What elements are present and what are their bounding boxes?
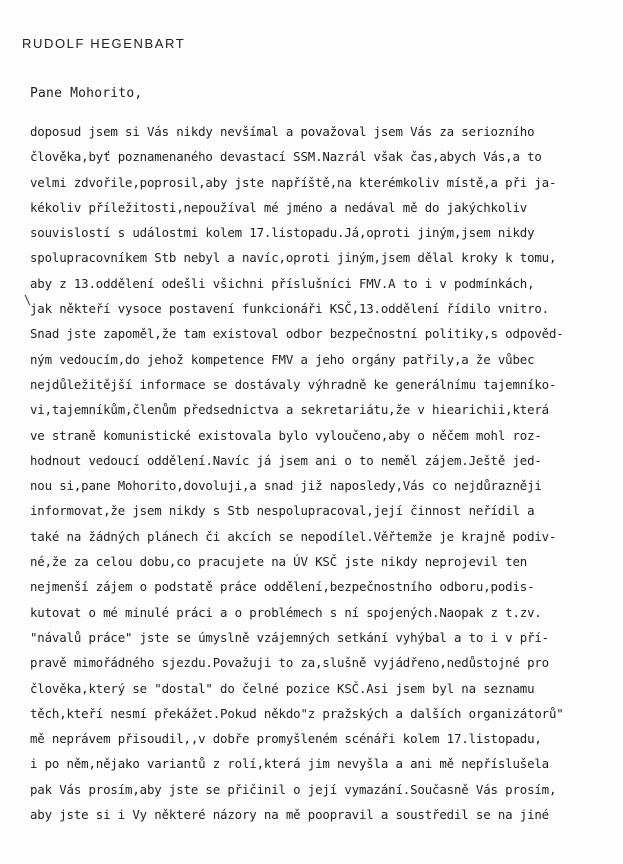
margin-mark: \ — [24, 293, 32, 307]
salutation: Pane Mohorito, — [30, 86, 143, 101]
body-line: "návalů práce" jste se úmyslně vzájemných setkání vyhýbal a to i v pří- — [30, 629, 549, 645]
body-line: ve straně komunistické existovala bylo vyloučeno,aby o něčem mohl roz- — [30, 427, 542, 443]
body-line: doposud jsem si Vás nikdy nevšímal a považoval jsem Vás za seriozního — [30, 124, 535, 139]
body-line: kutovat o mé minulé práci a o problémech s ní spojených.Naopak z t.zv. — [30, 604, 542, 620]
body-line: souvislostí s událostmi kolem 17.listopadu.Já,oproti jiným,jsem nikdy — [30, 225, 535, 241]
body-line: aby z 13.oddělení odešli všichni příslušníci FMV.A to i v podmínkách, — [30, 275, 535, 291]
author-heading: RUDOLF HEGENBART — [22, 36, 186, 51]
body-line: nejdůležitější informace se dostávaly výhradně ke generálnímu tajemníko- — [30, 376, 557, 392]
body-line: ným vedoucím,do jehož kompetence FMV a jeho orgány patřily,a že vůbec — [30, 351, 535, 367]
body-line: aby jste si i Vy některé názory na mě poopravil a soustředil se na jiné — [30, 807, 549, 823]
body-line: nou si,pane Mohorito,dovoluji,a snad již naposledy,Vás co nejdůrazněji — [30, 478, 542, 494]
body-line: kékoliv příležitosti,nepoužíval mé jméno a nedával mě do jakýchkoliv — [30, 199, 528, 215]
body-line: Snad jste zapoměl,že tam existoval odbor bezpečnostní politiky,s odpověd- — [30, 326, 564, 342]
body-line: vi,tajemníkům,členům předsednictva a sekretariátu,že v hiearichii,která — [30, 402, 549, 418]
body-line: informovat,že jsem nikdy s Stb nespolupracoval,její činnost neřídil a — [30, 503, 535, 519]
body-line: pak Vás prosím,aby jste se přičinil o její vymazání.Současně Vás prosím, — [30, 781, 557, 797]
body-line: člověka,který se "dostal" do čelné pozice KSČ.Asi jsem byl na seznamu — [30, 680, 535, 696]
body-line: spolupracovníkem Stb nebyl a navíc,oproti jiným,jsem dělal kroky k tomu, — [30, 250, 557, 266]
body-line: velmi zdvořile,poprosil,aby jste napříště,na kterémkoliv místě,a při ja- — [30, 174, 557, 190]
body-line: člověka,byť poznamenaného devastací SSM.Nazrál však čas,abych Vás,a to — [30, 149, 542, 165]
body-line: nejmenší zájem o podstatě práce oddělení,bezpečnostního odboru,podis- — [30, 579, 535, 595]
body-line: i po něm,nějako variantů z rolí,která jim nevyšla a ani mě nepříslušela — [30, 756, 549, 772]
body-line: pravě mimořádného sjezdu.Považuji to za,slušně vyjádřeno,nedůstojné pro — [30, 655, 549, 671]
body-line: jak někteří vysoce postavení funkcionáři KSČ,13.oddělení řídilo vnitro. — [30, 301, 549, 317]
body-line: mě neprávem přisoudil,,v dobře promyšleném scénáři kolem 17.listopadu, — [30, 731, 542, 747]
body-line: né,že za celou dobu,co pracujete na ÚV KSČ jste nikdy neprojevil ten — [30, 554, 528, 570]
body-line: hodnout vedoucí oddělení.Navíc já jsem ani o to neměl zájem.Ještě jed- — [30, 452, 542, 468]
body-line: těch,kteří nesmí překážet.Pokud někdo"z pražských a dalších organizátorů" — [30, 705, 564, 721]
letter-body — [30, 119, 610, 827]
body-line: také na žádných plánech či akcích se nepodílel.Věřtemže je krajně podiv- — [30, 528, 557, 544]
